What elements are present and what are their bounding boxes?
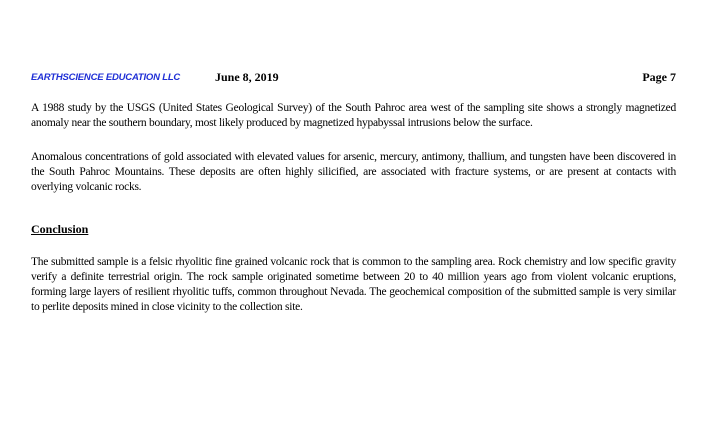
page-number: Page 7 xyxy=(642,70,676,84)
document-page xyxy=(31,0,676,427)
page-header xyxy=(31,70,676,86)
paragraph-usgs-study: A 1988 study by the USGS (United States Geological Survey) of the South Pahroc area west of the sampling site shows a strongly magnetized anomaly near the southern boundary, most likely produced by magnetized hypabyssal intrusions below the surface. xyxy=(31,102,676,129)
conclusion-paragraph: The submitted sample is a felsic rhyolitic fine grained volcanic rock that is common to the sampling area. Rock chemistry and low specific gravity verify a definite terrestrial origin. The rock sample originated sometime between 20 to 40 million years ago from violent volcanic eruptions, forming large layers of resilient rhyolitic tuffs, common throughout Nevada. The geochemical composition of the submitted sample is very similar to perlite deposits mined in close vicinity to the collection site. xyxy=(31,256,676,313)
paragraph-gold-deposits: Anomalous concentrations of gold associated with elevated values for arsenic, mercury, antimony, thallium, and tungsten have been discovered in the South Pahroc Mountains. These deposits are often highly silicified, are associated with fracture systems, or are present at contacts with overlying volcanic rocks. xyxy=(31,151,676,193)
conclusion-heading: Conclusion xyxy=(31,222,89,236)
document-date: June 8, 2019 xyxy=(215,70,279,84)
company-name: EARTHSCIENCE EDUCATION LLC xyxy=(31,72,181,83)
